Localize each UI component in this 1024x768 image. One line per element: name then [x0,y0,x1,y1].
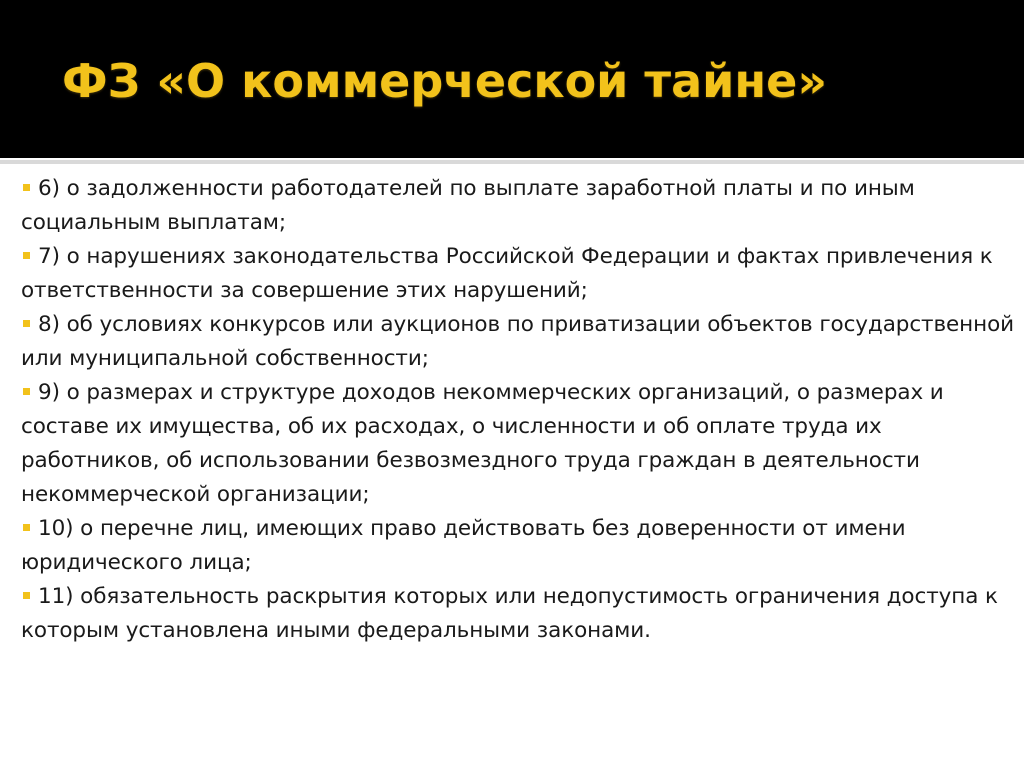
square-bullet-icon [23,252,30,259]
square-bullet-icon [23,388,30,395]
list-item [21,308,1017,376]
square-bullet-icon [23,524,30,531]
square-bullet-icon [23,592,30,599]
list-item-text: 9) о размерах и структуре доходов некоммерческих организаций, о размерах и составе их имущества, об их расходах, о численности и об оплате труда их работников, об использовании безвозмездного труда граждан в деятельности некоммерческой организации; [21,380,944,507]
list-item [21,580,1017,648]
list-item-text: 8) об условиях конкурсов или аукционов по приватизации объектов государственной или муниципальной собственности; [21,312,1014,371]
list-item [21,240,1017,308]
list-item-text: 6) о задолженности работодателей по выплате заработной платы и по иным социальным выплатам; [21,176,915,235]
square-bullet-icon [23,184,30,191]
list-item-text: 10) о перечне лиц, имеющих право действовать без доверенности от имени юридического лица; [21,516,906,575]
list-item [21,172,1017,240]
list-item [21,512,1017,580]
slide-title: ФЗ «О коммерческой тайне» [62,54,828,108]
bullet-list [21,172,1017,648]
list-item [21,376,1017,512]
list-item-text: 7) о нарушениях законодательства Российской Федерации и фактах привлечения к ответственности за совершение этих нарушений; [21,244,993,303]
square-bullet-icon [23,320,30,327]
slide-header [0,0,1024,158]
list-item-text: 11) обязательность раскрытия которых или недопустимость ограничения доступа к которым установлена иными федеральными законами. [21,584,998,643]
header-divider [0,160,1024,164]
